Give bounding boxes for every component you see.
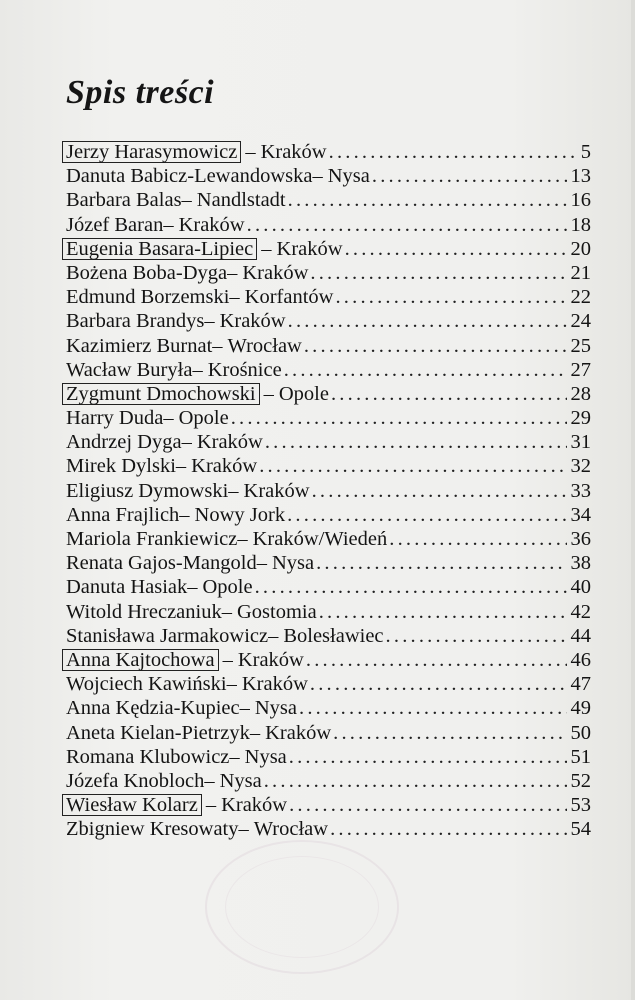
dot-leader [389, 527, 566, 551]
author-name: Andrzej Dyga [66, 431, 182, 454]
toc-entry [66, 551, 591, 575]
toc-entry [66, 382, 591, 406]
page-title: Spis treści [66, 74, 215, 111]
page-number: 52 [570, 769, 591, 792]
page-number: 22 [570, 286, 591, 309]
author-location: Kraków [265, 721, 332, 744]
toc-entry [66, 188, 591, 212]
page-number: 42 [570, 600, 591, 623]
page-number: 32 [570, 455, 591, 478]
author-name: Danuta Babicz-Lewandowska [66, 165, 313, 188]
author-name: Romana Klubowicz [66, 745, 230, 768]
author-name: Zygmunt Dmochowski [62, 383, 260, 405]
author-location: Korfantów [244, 286, 334, 309]
author-name: Witold Hreczaniuk [66, 600, 222, 623]
page-number: 40 [570, 576, 591, 599]
separator-dash: – [228, 479, 239, 502]
page-number: 36 [570, 528, 591, 550]
toc-entry [66, 696, 591, 720]
separator-dash: – [256, 552, 267, 575]
dot-leader [333, 721, 566, 745]
separator-dash: – [205, 794, 217, 817]
author-location: Kraków [260, 141, 327, 163]
toc-entry [66, 140, 591, 164]
separator-dash: – [238, 818, 249, 841]
page-number: 47 [570, 673, 591, 696]
author-name: Eugenia Basara-Lipiec [62, 238, 257, 260]
dot-leader [345, 237, 567, 261]
separator-dash: – [187, 576, 198, 599]
separator-dash: – [227, 261, 238, 284]
page-number: 51 [570, 745, 591, 768]
separator-dash: – [181, 189, 192, 212]
toc-entry [66, 600, 591, 624]
toc-entry [66, 479, 591, 503]
separator-dash: – [249, 721, 261, 744]
author-name: Mirek Dylski [66, 455, 176, 478]
page-edge-shadow [631, 0, 635, 1000]
dot-leader [319, 600, 567, 624]
author-name: Harry Duda [66, 407, 164, 430]
page-number: 13 [570, 165, 591, 188]
author-name: Kazimierz Burnat [66, 334, 213, 357]
author-location: Kraków [196, 431, 263, 454]
toc-entry [66, 793, 591, 817]
page-number: 34 [570, 503, 591, 526]
toc-entry [66, 527, 591, 551]
dot-leader [306, 648, 567, 672]
separator-dash: – [226, 673, 237, 696]
author-location: Gostomia [236, 600, 317, 623]
author-location: Nysa [219, 769, 262, 792]
dot-leader [335, 285, 566, 309]
author-location: Krośnice [207, 358, 282, 381]
author-name: Wojciech Kawiński [66, 673, 227, 696]
author-name: Mariola Frankiewicz [66, 528, 238, 550]
page-number: 28 [570, 382, 591, 405]
toc-entry [66, 769, 591, 793]
page-number: 16 [570, 189, 591, 212]
toc-entry [66, 406, 591, 430]
author-name: Bożena Boba-Dyga [66, 261, 228, 284]
author-location: Wrocław [227, 334, 302, 357]
dot-leader [255, 575, 567, 599]
separator-dash: – [179, 503, 190, 526]
separator-dash: – [212, 334, 223, 357]
page-number: 31 [570, 431, 591, 454]
author-location: Wrocław [253, 818, 329, 841]
author-name: Anna Kędzia-Kupiec [66, 697, 240, 720]
page-number: 18 [570, 213, 591, 236]
author-location: Kraków [219, 310, 286, 333]
dot-leader [288, 188, 567, 212]
page-number: 24 [570, 310, 591, 333]
separator-dash: – [229, 286, 240, 309]
author-location: Kraków/Wiedeń [252, 528, 388, 550]
dot-leader [287, 503, 566, 527]
page-number: 21 [570, 261, 591, 284]
page-number: 38 [570, 552, 591, 575]
page-number: 54 [570, 818, 591, 841]
separator-dash: – [192, 358, 203, 381]
separator-dash: – [268, 624, 279, 647]
toc-entry [66, 575, 591, 599]
author-location: Kraków [237, 648, 304, 671]
separator-dash: – [204, 769, 215, 792]
toc-entry [66, 285, 591, 309]
author-location: Opole [202, 576, 253, 599]
dot-leader [386, 624, 567, 648]
author-location: Kraków [221, 794, 288, 817]
dot-leader [312, 479, 567, 503]
toc-entry [66, 358, 591, 382]
author-name: Barbara Brandys [66, 310, 205, 333]
author-name: Anna Kajtochowa [62, 649, 219, 671]
page-number: 29 [570, 407, 591, 430]
author-name: Eligiusz Dymowski [66, 479, 229, 502]
page-number: 25 [570, 334, 591, 357]
toc-entry [66, 745, 591, 769]
separator-dash: – [222, 648, 233, 671]
separator-dash: – [163, 213, 174, 236]
dot-leader [231, 406, 567, 430]
separator-dash: – [204, 310, 215, 333]
author-name: Anna Frajlich [66, 503, 180, 526]
page-number: 44 [570, 624, 591, 647]
dot-leader [264, 769, 567, 793]
author-name: Stanisława Jarmakowicz [66, 624, 269, 647]
dot-leader [299, 696, 567, 720]
toc-entry [66, 648, 591, 672]
author-location: Kraków [243, 479, 310, 502]
toc-entry [66, 309, 591, 333]
author-location: Kraków [242, 261, 309, 284]
author-name: Józefa Knobloch [66, 769, 205, 792]
dot-leader [288, 309, 567, 333]
author-location: Opole [178, 407, 229, 430]
dot-leader [284, 358, 567, 382]
author-location: Opole [278, 382, 329, 405]
author-name: Wiesław Kolarz [62, 794, 202, 816]
author-name: Barbara Balas [66, 189, 182, 212]
separator-dash: – [239, 697, 250, 720]
author-location: Bolesławiec [283, 624, 384, 647]
author-name: Józef Baran [66, 213, 164, 236]
dot-leader [259, 454, 566, 478]
page-number: 53 [570, 794, 591, 817]
page-number: 20 [570, 237, 591, 260]
dot-leader [316, 551, 566, 575]
author-name: Aneta Kielan-Pietrzyk [66, 721, 250, 744]
dot-leader [329, 140, 577, 164]
author-location: Nowy Jork [194, 503, 286, 526]
page-number: 49 [570, 697, 591, 720]
author-location: Kraków [276, 237, 343, 260]
toc-entry [66, 454, 591, 478]
author-name: Danuta Hasiak [66, 576, 188, 599]
toc-entry [66, 430, 591, 454]
page-number: 33 [570, 479, 591, 502]
author-location: Kraków [178, 213, 245, 236]
separator-dash: – [312, 165, 323, 188]
separator-dash: – [221, 600, 232, 623]
toc-entry [66, 672, 591, 696]
separator-dash: – [261, 237, 272, 260]
page-number: 5 [580, 141, 591, 163]
dot-leader [310, 261, 566, 285]
dot-leader [265, 430, 567, 454]
toc-entry [66, 817, 591, 841]
separator-dash: – [237, 528, 248, 550]
separator-dash: – [181, 431, 192, 454]
author-location: Nysa [254, 697, 297, 720]
author-name: Edmund Borzemski [66, 286, 230, 309]
toc-entry [66, 503, 591, 527]
toc-entry [66, 237, 591, 261]
dot-leader [372, 164, 567, 188]
table-of-contents [66, 140, 591, 841]
author-location: Kraków [241, 673, 308, 696]
toc-entry [66, 721, 591, 745]
author-name: Jerzy Harasymowicz [62, 141, 241, 163]
separator-dash: – [263, 382, 274, 405]
page-number: 46 [570, 648, 591, 671]
toc-entry [66, 164, 591, 188]
separator-dash: – [245, 141, 256, 163]
toc-entry [66, 334, 591, 358]
author-location: Nysa [271, 552, 315, 575]
author-location: Nysa [244, 745, 287, 768]
separator-dash: – [229, 745, 240, 768]
dot-leader [289, 793, 566, 817]
toc-entry [66, 261, 591, 285]
library-stamp-watermark [205, 840, 399, 974]
author-name: Zbigniew Kresowaty [66, 818, 239, 841]
dot-leader [331, 382, 567, 406]
dot-leader [310, 672, 567, 696]
author-name: Wacław Buryła [66, 358, 193, 381]
separator-dash: – [175, 455, 187, 478]
toc-entry [66, 624, 591, 648]
page-number: 27 [570, 358, 591, 381]
dot-leader [247, 213, 567, 237]
author-location: Kraków [191, 455, 258, 478]
author-name: Renata Gajos-Mangold [66, 552, 257, 575]
dot-leader [330, 817, 566, 841]
separator-dash: – [163, 407, 174, 430]
dot-leader [289, 745, 567, 769]
toc-entry [66, 213, 591, 237]
page-number: 50 [570, 721, 591, 744]
author-location: Nandlstadt [196, 189, 286, 212]
author-location: Nysa [327, 165, 370, 188]
dot-leader [304, 334, 567, 358]
